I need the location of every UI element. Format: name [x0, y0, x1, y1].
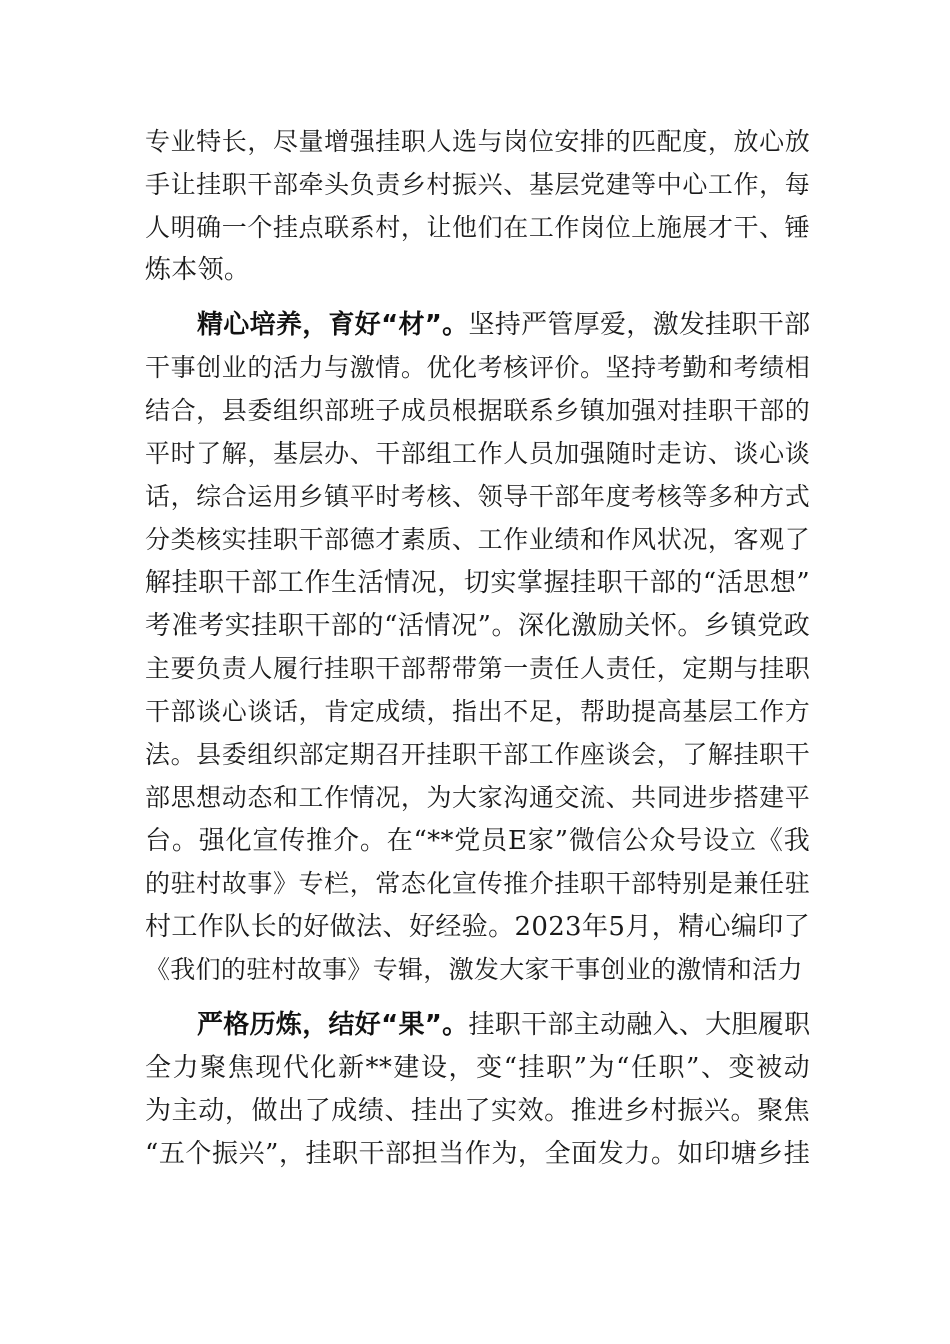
text-line: 人明确一个挂点联系村，让他们在工作岗位上施展才干、锤: [145, 213, 810, 242]
text-line: 专业特长，尽量增强挂职人选与岗位安排的匹配度，放心放: [145, 127, 810, 156]
paragraph-first-line: [197, 305, 810, 345]
text-line: “五个振兴”，挂职干部担当作为，全面发力。如印塘乡挂: [145, 1139, 810, 1169]
text-line: 解挂职干部工作生活情况，切实掌握挂职干部的“活思想”: [145, 568, 810, 598]
text-line: 法。县委组织部定期召开挂职干部工作座谈会，了解挂职干: [145, 740, 810, 769]
text-line: 干事创业的活力与激情。优化考核评价。坚持考勤和考绩相: [145, 353, 810, 382]
text-span: 挂职干部主动融入、大胆履职: [468, 1010, 811, 1040]
text-line: 部思想动态和工作情况，为大家沟通交流、共同进步搭建平: [145, 783, 810, 812]
text-line: 全力聚焦现代化新**建设，变“挂职”为“任职”、变被动: [145, 1053, 810, 1083]
text-line: 台。强化宣传推介。在“**党员E家”微信公众号设立《我: [145, 826, 810, 856]
text-line: 平时了解，基层办、干部组工作人员加强随时走访、谈心谈: [145, 439, 810, 468]
text-line: 为主动，做出了成绩、挂出了实效。推进乡村振兴。聚焦: [145, 1096, 810, 1126]
text-line: 结合，县委组织部班子成员根据联系乡镇加强对挂职干部的: [145, 396, 810, 425]
text-span: 坚持严管厚爱，激发挂职干部: [468, 310, 811, 340]
text-line: 《我们的驻村故事》专辑，激发大家干事创业的激情和活力: [145, 955, 803, 984]
text-line: 话，综合运用乡镇平时考核、领导干部年度考核等多种方式: [145, 482, 810, 511]
text-line: 干部谈心谈话，肯定成绩，指出不足，帮助提高基层工作方: [145, 697, 810, 726]
text-line: 考准考实挂职干部的“活情况”。深化激励关怀。乡镇党政: [145, 611, 810, 641]
text-line: 的驻村故事》专栏，常态化宣传推介挂职干部特别是兼任驻: [145, 869, 810, 898]
paragraph-first-line: [197, 1005, 810, 1045]
text-line: 炼本领。: [145, 255, 251, 285]
section-heading: 精心培养，育好“材”。: [197, 310, 469, 340]
text-line: 手让挂职干部牵头负责乡村振兴、基层党建等中心工作，每: [145, 170, 810, 199]
text-line: 分类核实挂职干部德才素质、工作业绩和作风状况，客观了: [145, 525, 810, 554]
section-heading: 严格历炼，结好“果”。: [197, 1010, 469, 1040]
text-line: 主要负责人履行挂职干部帮带第一责任人责任，定期与挂职: [145, 654, 810, 683]
text-line: 村工作队长的好做法、好经验。2023年5月，精心编印了: [145, 912, 810, 942]
